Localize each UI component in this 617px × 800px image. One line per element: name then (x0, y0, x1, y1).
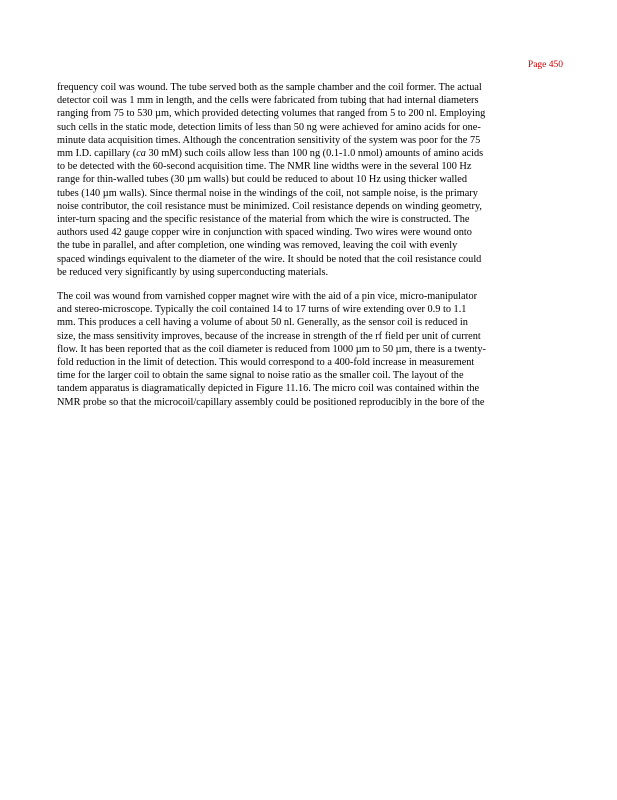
italic-abbreviation: ca (136, 148, 146, 160)
text-line: such cells in the static mode, detection limits of less than 50 ng were achieved for amino acids for one- (57, 121, 481, 133)
paragraph-1 (57, 81, 565, 279)
text-line: the tube in parallel, and after completion, one winding was removed, leaving the coil with evenly (57, 240, 458, 252)
text-line: mm. This produces a cell having a volume of about 50 nl. Generally, as the sensor coil is reduced in (57, 317, 468, 329)
text-line-with-italic: mm I.D. capillary (ca 30 mM) such coils allow less than 100 ng (0.1-1.0 nmol) amounts of amino acids (57, 148, 484, 160)
body-text (57, 81, 565, 420)
text-line: time for the larger coil to obtain the same signal to noise ratio as the smaller coil. The layout of the (57, 370, 464, 382)
text-line: noise contributor, the coil resistance must be minimized. Coil resistance depends on winding geometry, (57, 200, 482, 212)
text-line: spaced windings equivalent to the diameter of the wire. It should be noted that the coil resistance could (57, 253, 482, 265)
text-line: ranging from 75 to 530 µm, which provided detecting volumes that ranged from 5 to 200 nl. Employing (57, 108, 486, 120)
text-line: flow. It has been reported that as the coil diameter is reduced from 1000 µm to 50 µm, there is a twenty- (57, 343, 486, 355)
text-line: detector coil was 1 mm in length, and the cells were fabricated from tubing that had internal diameters (57, 95, 479, 107)
text-line: range for thin-walled tubes (30 µm walls) but could be reduced to about 10 Hz using thicker walled (57, 174, 467, 186)
text-line: minute data acquisition times. Although the concentration sensitivity of the system was poor for the 75 (57, 134, 481, 146)
text-line: size, the mass sensitivity improves, because of the increase in strength of the rf field per unit of current (57, 330, 481, 342)
text-line: tandem apparatus is diagramatically depicted in Figure 11.16. The micro coil was contained within the (57, 383, 480, 395)
text-line: authors used 42 gauge copper wire in conjunction with spaced winding. Two wires were wound onto (57, 227, 472, 239)
text-line: tubes (140 µm walls). Since thermal noise in the windings of the coil, not sample noise, is the primary (57, 187, 478, 199)
text-line: to be detected with the 60-second acquisition time. The NMR line widths were in the several 100 Hz (57, 161, 472, 173)
page-number: Page 450 (527, 60, 563, 70)
paragraph-2 (57, 290, 565, 409)
text-line: NMR probe so that the microcoil/capillary assembly could be positioned reproducibly in the bore of the (57, 396, 485, 408)
text-line: inter-turn spacing and the specific resistance of the material from which the wire is constructed. The (57, 214, 470, 226)
text-line: frequency coil was wound. The tube served both as the sample chamber and the coil former. The actual (57, 82, 482, 93)
text-line: The coil was wound from varnished copper magnet wire with the aid of a pin vice, micro-manipulator (57, 291, 478, 303)
text-line: fold reduction in the limit of detection. This would correspond to a 400-fold increase in measurement (57, 357, 475, 369)
text-line: and stereo-microscope. Typically the coil contained 14 to 17 turns of wire extending over 0.9 to 1.1 (57, 304, 467, 316)
text-line: be reduced very significantly by using superconducting materials. (57, 266, 329, 278)
